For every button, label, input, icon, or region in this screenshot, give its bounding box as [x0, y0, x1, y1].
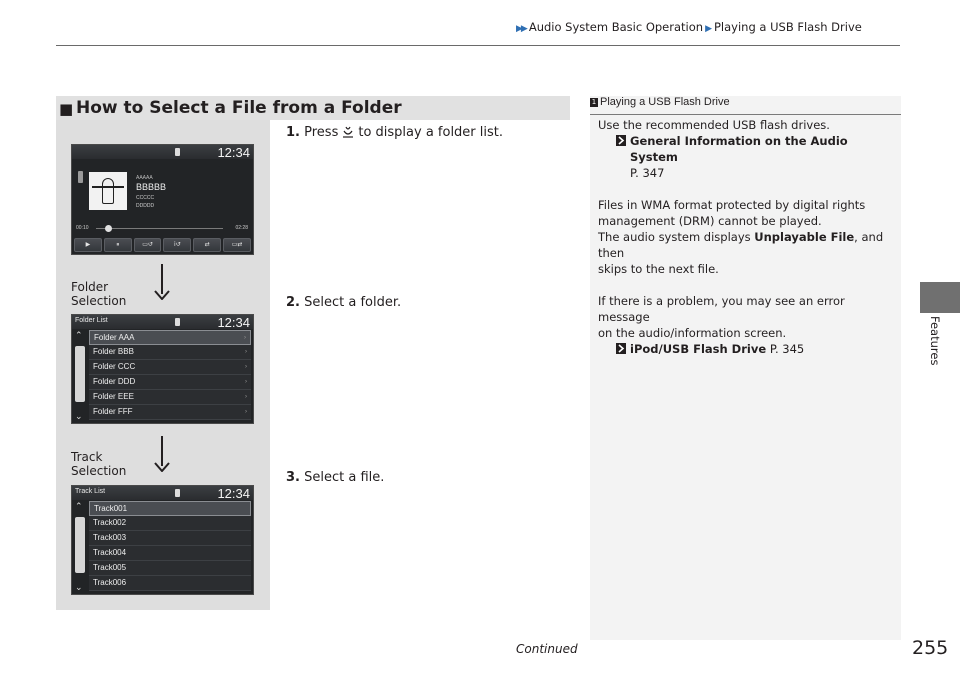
usb-icon [175, 489, 180, 497]
reference-page: P. 347 [630, 166, 665, 180]
breadcrumb-arrow-icon: ▶▶ [516, 24, 526, 34]
folder-selection-label: Folder Selection [71, 280, 127, 308]
folder-list [89, 330, 251, 420]
chevron-right-icon: › [245, 394, 247, 400]
breadcrumb-item-audio-system[interactable]: Audio System Basic Operation [528, 20, 704, 34]
shuffle-button[interactable]: ⇄ [193, 238, 221, 252]
list-item[interactable]: Track001 [89, 501, 251, 516]
list-item[interactable]: Track002 [89, 516, 251, 531]
list-item[interactable]: Folder AAA › [89, 330, 251, 345]
folder-shuffle-button[interactable]: ▭⇄ [223, 238, 251, 252]
artist-name: CCCCC [136, 195, 155, 201]
reference-title: General Information on the Audio System [630, 134, 848, 164]
list-item[interactable]: Folder EEE › [89, 390, 251, 405]
clock: 12:34 [217, 486, 250, 501]
chapter-tab-label: Features [928, 316, 942, 366]
step-text-pre: Press [304, 125, 339, 140]
section-heading [56, 96, 570, 120]
list-item[interactable]: Track003 [89, 531, 251, 546]
guitarist-icon [102, 178, 114, 204]
reference-arrow-icon [616, 343, 626, 354]
header-divider [56, 45, 900, 46]
playback-controls [74, 238, 251, 252]
page-number: 255 [912, 637, 949, 659]
chevron-right-icon: › [245, 409, 247, 415]
chevron-down-icon[interactable]: ⌄ [75, 583, 83, 593]
note-line: skips to the next file. [598, 262, 719, 276]
breadcrumb [516, 20, 862, 34]
scroll-thumb[interactable] [75, 346, 85, 402]
album-art [89, 172, 127, 210]
note-title: Playing a USB Flash Drive [600, 96, 730, 108]
square-bullet-icon: ■ [59, 100, 74, 118]
list-item[interactable]: Folder FFF › [89, 405, 251, 420]
chevron-right-icon: › [245, 379, 247, 385]
continued-label: Continued [516, 642, 578, 656]
breadcrumb-arrow-icon: ▶ [705, 24, 712, 34]
elapsed-time: 00:10 [76, 225, 89, 231]
clock: 12:34 [217, 145, 250, 160]
folder-list-screen [71, 314, 254, 424]
note-line: The audio system displays Unplayable File, and then [598, 230, 884, 260]
clock: 12:34 [217, 315, 250, 330]
folder-repeat-button[interactable]: ▭↺ [134, 238, 162, 252]
list-item[interactable]: Folder CCC › [89, 360, 251, 375]
screen-title: Folder List [75, 317, 108, 324]
track-list-screen [71, 485, 254, 595]
down-arrow-icon [152, 264, 172, 300]
list-item[interactable]: Track006 [89, 576, 251, 591]
track-list [89, 501, 251, 591]
chevron-right-icon: › [245, 364, 247, 370]
step-text: Select a folder. [304, 295, 402, 310]
play-button[interactable]: ▶ [74, 238, 102, 252]
progress-knob[interactable] [105, 225, 112, 232]
step-1 [286, 125, 503, 140]
list-item[interactable]: Folder BBB › [89, 345, 251, 360]
chapter-tab-marker [920, 282, 960, 313]
track-selection-label: Track Selection [71, 450, 127, 478]
track-repeat-button[interactable]: i↺ [163, 238, 191, 252]
chevron-right-icon: › [244, 335, 246, 341]
now-playing-screen [71, 144, 254, 255]
album-name: AAAAA [136, 175, 153, 181]
pause-button[interactable]: ⏸ [104, 238, 132, 252]
step-number: 2. [286, 295, 300, 310]
list-item[interactable]: Folder DDD › [89, 375, 251, 390]
note-line: on the audio/information screen. [598, 326, 787, 340]
progress-track[interactable] [96, 228, 223, 229]
device-icon [78, 171, 83, 183]
cross-reference[interactable] [598, 341, 894, 357]
step-number: 3. [286, 470, 300, 485]
note-header [590, 96, 901, 115]
step-2 [286, 295, 401, 310]
step-text: Select a file. [304, 470, 385, 485]
microphone-icon [342, 125, 354, 138]
note-body [598, 117, 894, 357]
reference-arrow-icon [616, 135, 626, 146]
note-line: Files in WMA format protected by digital rights [598, 198, 866, 212]
chevron-down-icon[interactable]: ⌄ [75, 412, 83, 422]
chapter-tab[interactable] [922, 316, 950, 376]
section-title: How to Select a File from a Folder [76, 98, 402, 118]
chevron-right-icon: › [245, 349, 247, 355]
step-text-post: to display a folder list. [358, 125, 504, 140]
step-number: 1. [286, 125, 300, 140]
screen-title: Track List [75, 488, 106, 495]
usb-icon [175, 318, 180, 326]
note-line: If there is a problem, you may see an error message [598, 294, 845, 324]
list-item[interactable]: Track004 [89, 546, 251, 561]
reference-title: iPod/USB Flash Drive [630, 342, 767, 356]
note-marker-icon: 1 [591, 98, 597, 106]
reference-page: P. 345 [769, 342, 805, 356]
breadcrumb-item-usb-flash[interactable]: Playing a USB Flash Drive [713, 20, 862, 34]
total-time: 02:28 [235, 225, 248, 231]
message-text: Unplayable File [754, 230, 855, 244]
scrollbar[interactable] [73, 501, 87, 594]
track-title: BBBBB [136, 182, 167, 192]
note-line: management (DRM) cannot be played. [598, 214, 822, 228]
scroll-thumb[interactable] [75, 517, 85, 573]
cross-reference[interactable] [598, 133, 894, 181]
chevron-up-icon[interactable]: ⌃ [75, 502, 83, 512]
step-3 [286, 470, 384, 485]
scrollbar[interactable] [73, 330, 87, 423]
usb-icon [175, 148, 180, 156]
note-line: Use the recommended USB flash drives. [598, 118, 830, 132]
down-arrow-icon [152, 436, 172, 472]
extra-info: DDDDD [136, 203, 155, 209]
chevron-up-icon[interactable]: ⌃ [75, 331, 83, 341]
list-item[interactable]: Track005 [89, 561, 251, 576]
